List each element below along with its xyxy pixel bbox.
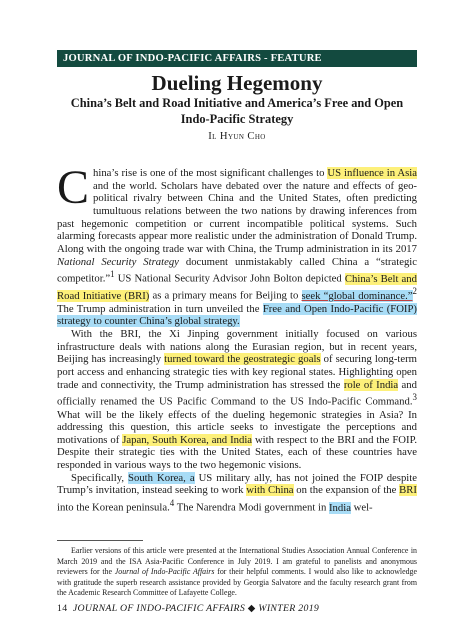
text-run: of securing long-term port access and enhancing strategic ties with key regional states. Highlighting open trade and connectivity, the Trump administration has stressed the [57,353,417,391]
text-run: with respect to the BRI and the FOIP. Despite their strategic ties with the United States, each of these countries have responded in various ways to the two hegemonic visions. [57,433,417,472]
highlight-global-dominance: seek “global dominance.” [301,290,413,303]
text-run: US military ally, has not joined the FOIP despite Trump’s invitation, instead seeking to work [57,471,417,497]
text-run: hina’s rise is one of the most significant challenges to [93,167,328,179]
highlight-bri: China’s Belt and Road Initiative (BRI) [57,272,417,303]
highlight-foip-strategy: Free and Open Indo-Pacific (FOIP) strategy to counter China’s global strategy. [57,302,417,328]
text-run: document unmistakably called China a “strategic competitor.” [57,255,417,285]
article-subtitle: China’s Belt and Road Initiative and America’s Free and Open Indo-Pacific Strategy [70,96,404,126]
text-run: The Trump administration in turn unveiled the [57,302,263,315]
highlight-with-china: with China [246,484,294,497]
highlight-south-korea: South Korea, a [128,471,195,484]
text-run: and the world. Scholars have debated over the nature and effects of geo-political rivalry between China and the United States, often predicting tumultuous relations between the two nations by drawing inferences from past hegemonic competition or current incompatible political systems. Such alarming forecasts appear more realistic under the administration of Donald Trump. Along with the ongoing trade war with China, the Trump administration in its 2017 [57,179,417,255]
highlight-japan-korea-india: Japan, South Korea, and India [122,433,253,446]
italic-journal-name: Journal of Indo-Pacific Affairs [114,567,215,577]
text-run: wel- [350,501,373,514]
text-run: and officially renamed the US Pacific Command to the US Indo-Pacific Command. [57,378,417,408]
footnote-ref-2: 2 [412,286,417,297]
article-author: Il Hyun Cho [208,131,266,142]
paragraph-1 [57,161,417,328]
page-footer [57,603,417,615]
article-body [57,161,417,514]
highlight-india: India [328,501,351,514]
paragraph-2 [57,328,417,472]
text-run: With the BRI, the Xi Jinping government initially focused on various infrastructure deals with nations along the Eurasian region, but in recent years, Beijing has increasingly [57,328,417,366]
text-run: What will be the likely effects of the dueling hegemonic strategies in Asia? In addressing this question, this article seeks to investigate the perceptions and motivations of [57,408,417,446]
article-title: Dueling Hegemony [151,71,323,95]
text-run: as a primary means for Beijing to [149,290,302,303]
italic-document-title: National Security Strategy [57,255,179,268]
footer-issue: WINTER 2019 [258,603,320,614]
footnote-ref-3: 3 [412,392,417,403]
text-run: Earlier versions of this article were presented at the International Studies Association Annual Conference in March 2019 and the ISA Asia-Pacific Conference in July 2019. I am grateful to panelists and anonymous reviewers for the [57,546,417,577]
text-run: for their helpful comments. I would also like to acknowledge with gratitude the superb research assistance provided by Georgia Salvatore and the faculty research grant from the Academic Research Committee of Lafayette College. [57,567,417,598]
author-footnote [57,546,417,599]
text-run: The Narendra Modi government in [174,501,329,514]
highlight-bri-short: BRI [399,484,417,497]
page-number: 14 [57,603,68,614]
highlight-geostrategic-goals: turned toward the geostrategic goals [164,353,321,366]
footnote-ref-1: 1 [110,269,115,280]
highlight-role-of-india: role of India [343,378,399,391]
highlight-us-influence: US influence in Asia [327,167,417,179]
text-run: Specifically, [71,471,129,484]
drop-cap: C [57,161,90,214]
text-run: into the Korean peninsula. [57,501,170,514]
journal-section-banner: JOURNAL OF INDO-PACIFIC AFFAIRS - FEATURE [57,50,417,67]
text-run: on the expansion of the [293,484,400,497]
footnote-divider [57,540,143,541]
diamond-separator-icon: ◆ [247,603,256,614]
text-run: US National Security Advisor John Bolton depicted [114,272,345,285]
paragraph-3 [57,472,417,515]
footnote-ref-4: 4 [169,498,175,509]
footer-journal-name: JOURNAL OF INDO-PACIFIC AFFAIRS [72,603,246,614]
